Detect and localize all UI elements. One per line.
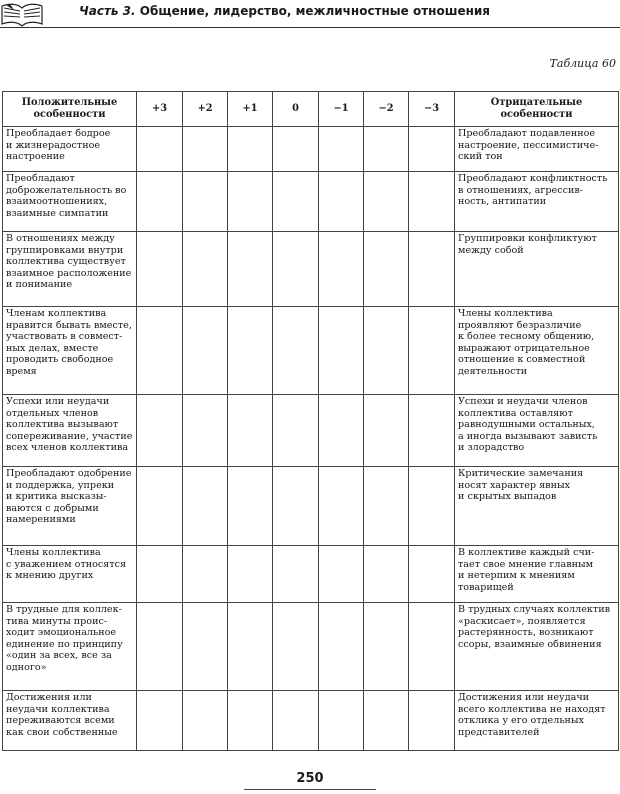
negative-trait-cell: Преобладают подавленное настроение, пессимистиче- ский тон [455, 127, 619, 172]
rating-cell[interactable] [364, 232, 409, 307]
rating-cell[interactable] [137, 395, 183, 467]
negative-trait-cell: Успехи и неудачи членов коллектива оставляют равнодушными остальных, а иногда вызывают зависть и злорадство [455, 395, 619, 467]
rating-cell[interactable] [273, 395, 319, 467]
rating-cell[interactable] [319, 307, 364, 395]
rating-cell[interactable] [183, 127, 228, 172]
rating-cell[interactable] [228, 691, 273, 751]
table-label: Таблица 60 [549, 57, 616, 70]
rating-cell[interactable] [183, 307, 228, 395]
positive-trait-cell: Достижения или неудачи коллектива переживаются всеми как свои собственные [3, 691, 137, 751]
rating-cell[interactable] [137, 127, 183, 172]
rating-cell[interactable] [228, 603, 273, 691]
scale-header: +3 [137, 92, 183, 127]
table-row [3, 691, 619, 751]
rating-cell[interactable] [319, 467, 364, 546]
scale-header: −2 [364, 92, 409, 127]
rating-cell[interactable] [319, 603, 364, 691]
rating-cell[interactable] [228, 127, 273, 172]
rating-cell[interactable] [228, 395, 273, 467]
positive-trait-cell: В отношениях между группировками внутри коллектива существует взаимное расположение и понимание [3, 232, 137, 307]
footer-rule [244, 789, 376, 790]
rating-cell[interactable] [183, 172, 228, 232]
table-row [3, 395, 619, 467]
positive-column-header: Положительные особенности [3, 92, 137, 127]
rating-cell[interactable] [228, 467, 273, 546]
rating-cell[interactable] [364, 603, 409, 691]
rating-cell[interactable] [273, 127, 319, 172]
rating-cell[interactable] [409, 467, 455, 546]
rating-cell[interactable] [364, 172, 409, 232]
rating-cell[interactable] [183, 232, 228, 307]
negative-trait-cell: Преобладают конфликтность в отношениях, агрессив- ность, антипатии [455, 172, 619, 232]
rating-cell[interactable] [137, 546, 183, 603]
rating-cell[interactable] [319, 691, 364, 751]
rating-cell[interactable] [228, 172, 273, 232]
rating-cell[interactable] [183, 395, 228, 467]
scale-header: +2 [183, 92, 228, 127]
rating-cell[interactable] [183, 467, 228, 546]
table-row [3, 546, 619, 603]
header-part: Часть 3. [79, 4, 136, 18]
rating-cell[interactable] [137, 467, 183, 546]
rating-cell[interactable] [319, 172, 364, 232]
rating-table [2, 91, 619, 751]
negative-column-header: Отрицательные особенности [455, 92, 619, 127]
rating-cell[interactable] [228, 232, 273, 307]
rating-cell[interactable] [409, 127, 455, 172]
negative-trait-cell: В трудных случаях коллектив «раскисает», появляется растерянность, возникают ссоры, взаимные обвинения [455, 603, 619, 691]
rating-cell[interactable] [409, 691, 455, 751]
positive-trait-cell: Членам коллектива нравится бывать вместе, участвовать в совмест- ных делах, вместе проводить свободное время [3, 307, 137, 395]
rating-cell[interactable] [273, 232, 319, 307]
rating-cell[interactable] [183, 603, 228, 691]
table-row [3, 172, 619, 232]
scale-header: +1 [228, 92, 273, 127]
table-row [3, 127, 619, 172]
table-row [3, 307, 619, 395]
rating-cell[interactable] [273, 546, 319, 603]
rating-cell[interactable] [409, 603, 455, 691]
scale-header: 0 [273, 92, 319, 127]
header-rule [0, 27, 620, 28]
rating-cell[interactable] [319, 127, 364, 172]
rating-cell[interactable] [409, 172, 455, 232]
negative-trait-cell: В коллективе каждый счи- тает свое мнение главным и нетерпим к мнениям товарищей [455, 546, 619, 603]
table-row [3, 467, 619, 546]
page-header [0, 0, 620, 34]
rating-cell[interactable] [273, 307, 319, 395]
rating-cell[interactable] [273, 603, 319, 691]
rating-cell[interactable] [409, 232, 455, 307]
rating-cell[interactable] [137, 307, 183, 395]
negative-trait-cell: Члены коллектива проявляют безразличие к более тесному общению, выражают отрицательное отношение к совместной деятельности [455, 307, 619, 395]
table-header-row [3, 92, 619, 127]
rating-cell[interactable] [228, 546, 273, 603]
rating-cell[interactable] [319, 232, 364, 307]
rating-cell[interactable] [409, 395, 455, 467]
rating-cell[interactable] [137, 172, 183, 232]
positive-trait-cell: Члены коллектива с уважением относятся к мнению других [3, 546, 137, 603]
rating-cell[interactable] [319, 546, 364, 603]
rating-cell[interactable] [137, 603, 183, 691]
positive-trait-cell: Преобладают доброжелательность во взаимоотношениях, взаимные симпатии [3, 172, 137, 232]
book-logo-icon [0, 2, 44, 28]
scale-header: −1 [319, 92, 364, 127]
positive-trait-cell: Преобладает бодрое и жизнерадостное настроение [3, 127, 137, 172]
page-number: 250 [296, 771, 324, 786]
rating-cell[interactable] [364, 546, 409, 603]
rating-cell[interactable] [137, 232, 183, 307]
rating-cell[interactable] [409, 546, 455, 603]
rating-cell[interactable] [273, 172, 319, 232]
rating-cell[interactable] [364, 395, 409, 467]
scale-header: −3 [409, 92, 455, 127]
table-row [3, 232, 619, 307]
negative-trait-cell: Критические замечания носят характер явных и скрытых выпадов [455, 467, 619, 546]
header-title-text: Общение, лидерство, межличностные отношения [139, 4, 490, 18]
positive-trait-cell: Преобладают одобрение и поддержка, упреки и критика высказы- ваются с добрыми намерениями [3, 467, 137, 546]
rating-cell[interactable] [228, 307, 273, 395]
positive-trait-cell: Успехи или неудачи отдельных членов коллектива вызывают сопереживание, участие всех членов коллектива [3, 395, 137, 467]
running-header-title [79, 4, 490, 18]
negative-trait-cell: Группировки конфликтуют между собой [455, 232, 619, 307]
rating-cell[interactable] [364, 691, 409, 751]
positive-trait-cell: В трудные для коллек- тива минуты проис- ходит эмоциональное единение по принципу «один за всех, все за одного» [3, 603, 137, 691]
rating-cell[interactable] [364, 307, 409, 395]
rating-cell[interactable] [183, 691, 228, 751]
rating-cell[interactable] [409, 307, 455, 395]
rating-cell[interactable] [364, 467, 409, 546]
table-row [3, 603, 619, 691]
rating-cell[interactable] [273, 691, 319, 751]
rating-cell[interactable] [137, 691, 183, 751]
rating-cell[interactable] [364, 127, 409, 172]
rating-cell[interactable] [183, 546, 228, 603]
table-body [3, 127, 619, 751]
negative-trait-cell: Достижения или неудачи всего коллектива не находят отклика у его отдельных представителей [455, 691, 619, 751]
rating-cell[interactable] [273, 467, 319, 546]
rating-cell[interactable] [319, 395, 364, 467]
